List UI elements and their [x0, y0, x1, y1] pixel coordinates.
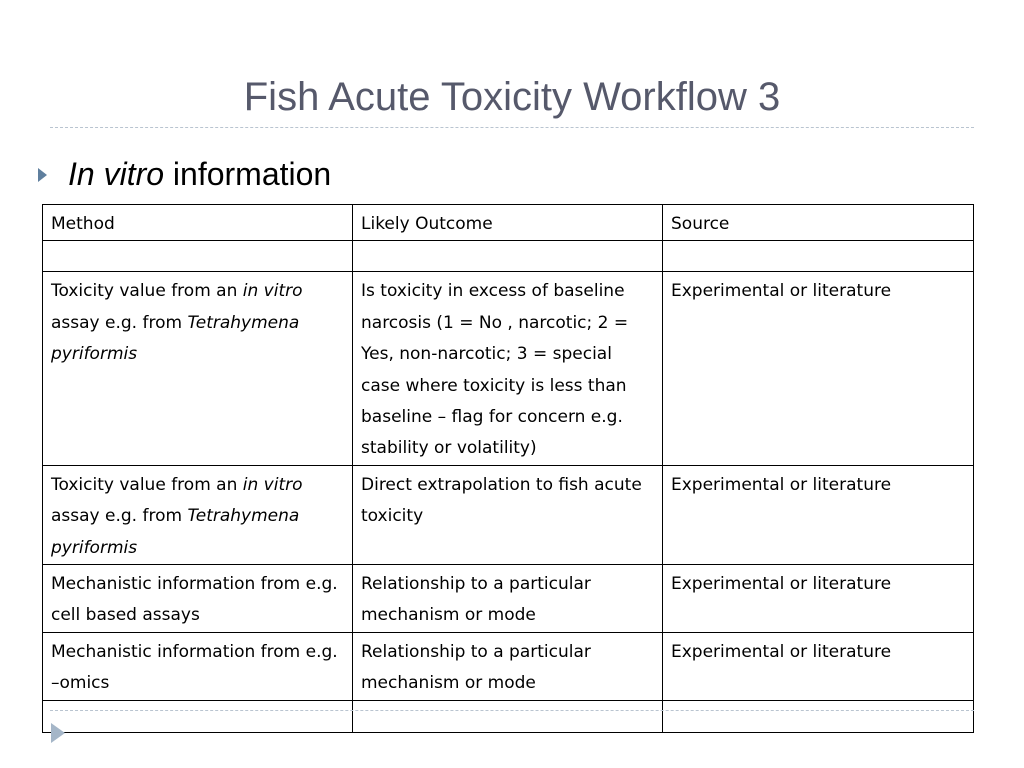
- method-text: Toxicity value from an: [51, 474, 243, 495]
- footer-divider: [50, 710, 974, 711]
- table-row: [43, 465, 974, 564]
- outcome-cell: Relationship to a particular mechanism or mode: [353, 632, 663, 700]
- method-cell: [43, 241, 353, 272]
- method-text: assay e.g. from: [51, 312, 188, 333]
- triangle-bullet-icon: [38, 168, 47, 182]
- species-name: Tetrahymena pyriformis: [51, 312, 300, 365]
- method-cell: [43, 465, 353, 564]
- outcome-cell: Is toxicity in excess of baseline narcosis (1 = No , narcotic; 2 = Yes, non-narcotic; 3 = special case where toxicity is less than baseline – flag for concern e.g. stability or volatility): [353, 272, 663, 465]
- next-slide-triangle-icon[interactable]: [51, 723, 65, 743]
- table-row: [43, 700, 974, 732]
- slide-title: Fish Acute Toxicity Workflow 3: [243, 75, 781, 119]
- species-name: Tetrahymena pyriformis: [51, 506, 300, 558]
- outcome-cell: [353, 700, 663, 732]
- source-cell: Experimental or literature: [663, 632, 974, 700]
- methods-table: [42, 204, 974, 733]
- header-cell-likely-outcome: Likely Outcome: [353, 205, 663, 241]
- table-row: [43, 565, 974, 633]
- outcome-cell: [353, 241, 663, 272]
- source-cell: [663, 700, 974, 732]
- table-row: [43, 632, 974, 700]
- table-header-row: [43, 205, 974, 241]
- header-cell-method: Method: [43, 205, 353, 241]
- source-cell: Experimental or literature: [663, 272, 974, 465]
- bullet-text: [68, 156, 331, 193]
- method-italic-text: in vitro: [242, 474, 303, 495]
- method-cell: Mechanistic information from e.g. –omics: [43, 632, 353, 700]
- method-cell: [43, 700, 353, 732]
- table-row: [43, 241, 974, 272]
- method-cell: [43, 272, 353, 465]
- method-italic-text: in vitro: [242, 281, 303, 302]
- title-divider: [50, 127, 974, 128]
- bullet-item: [38, 152, 331, 196]
- bullet-plain-text: information: [164, 155, 332, 192]
- header-cell-source: Source: [663, 205, 974, 241]
- source-cell: Experimental or literature: [663, 465, 974, 564]
- source-cell: [663, 241, 974, 272]
- source-cell: Experimental or literature: [663, 565, 974, 633]
- table-row: [43, 272, 974, 465]
- method-cell: Mechanistic information from e.g. cell based assays: [43, 565, 353, 633]
- outcome-cell: Direct extrapolation to fish acute toxicity: [353, 465, 663, 564]
- method-text: Toxicity value from an: [51, 281, 243, 302]
- outcome-cell: Relationship to a particular mechanism or mode: [353, 565, 663, 633]
- bullet-italic-text: In vitro: [68, 155, 165, 192]
- method-text: assay e.g. from: [51, 506, 188, 527]
